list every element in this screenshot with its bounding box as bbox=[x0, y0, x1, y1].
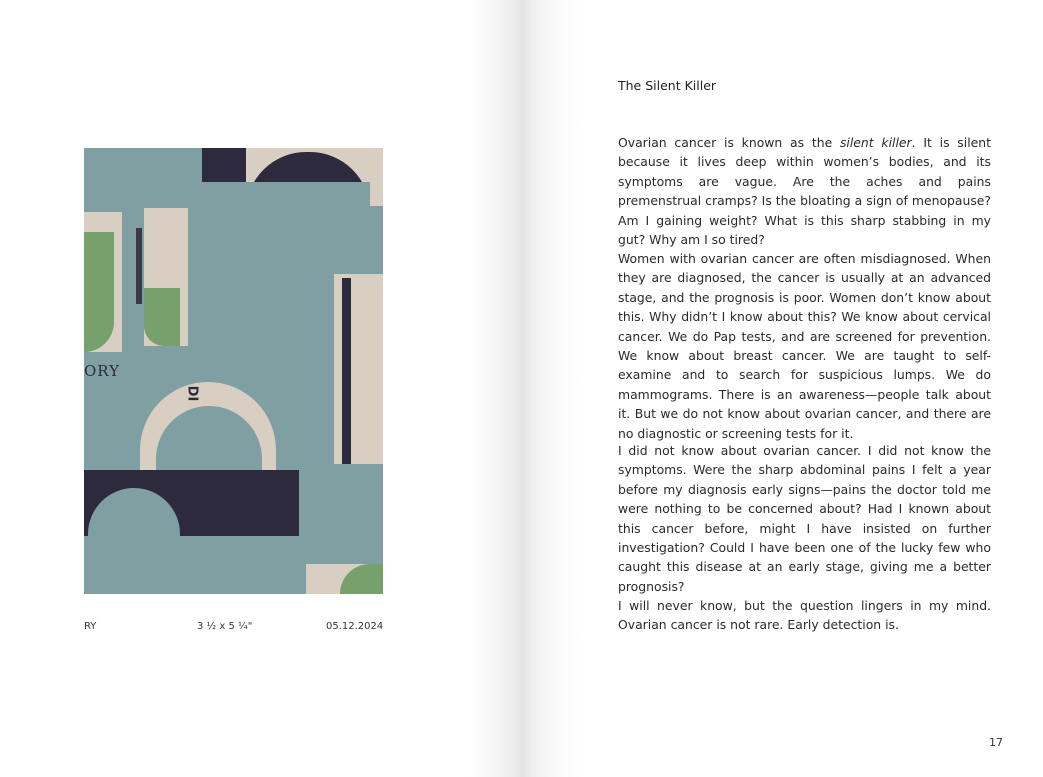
left-page bbox=[0, 0, 521, 777]
page-title: The Silent Killer bbox=[618, 78, 717, 93]
artwork-fragment-text: ORY bbox=[84, 362, 121, 380]
blue-lower-arch bbox=[88, 488, 180, 594]
blue-mask-top bbox=[246, 182, 383, 222]
paragraph-1-emphasis: silent killer bbox=[839, 135, 912, 150]
arch-fragment-text: DI bbox=[184, 385, 200, 402]
green-left-shape bbox=[84, 232, 114, 352]
paragraph-1 bbox=[618, 133, 991, 249]
paragraph-2: Women with ovarian cancer are often misdiagnosed. When they are diagnosed, the cancer is usually at an advanced stage, and the prognosis is poor. Women don’t know about this. Why didn’t I know about this? We know about cervical cancer. We do Pap tests, and are screened for prevention. We know about breast cancer. We are taught to self-examine and to search for suspicious lumps. We do mammograms. There is an awareness—people talk about it. But we do not know about ovarian cancer, and there are no diagnostic or screening tests for it. bbox=[618, 251, 991, 441]
navy-right-bar bbox=[342, 278, 351, 464]
beige-strip-right bbox=[370, 148, 383, 206]
artwork-size: 3 ½ x 5 ¼" bbox=[197, 621, 253, 632]
artwork-initials: RY bbox=[84, 621, 97, 632]
green-center-shape bbox=[144, 288, 180, 346]
page-number: 17 bbox=[989, 736, 1003, 749]
artwork-date: 05.12.2024 bbox=[326, 621, 384, 632]
paragraph-1-start: Ovarian cancer is known as the bbox=[618, 135, 840, 150]
collage-artwork bbox=[84, 148, 383, 594]
navy-top-block bbox=[202, 148, 248, 182]
navy-letter-bar bbox=[136, 228, 142, 304]
paragraph-3: I did not know about ovarian cancer. I did not know the symptoms. Were the sharp abdominal pains I felt a year before my diagnosis early signs—pains the doctor told me were nothing to be concerned about? Had I known about this cancer before, might I have insisted on further investigation? Could I have been one of the lucky few who caught this disease at an early stage, giving me a better prognosis? bbox=[618, 443, 991, 594]
paragraph-1-end: . It is silent because it lives deep within women’s bodies, and its symptoms are vague. Are the aches and pains premenstrual cramps? Is the bloating a sign of menopause? Am I gaining weight? What is this sharp stabbing in my gut? Why am I so tired? bbox=[618, 135, 991, 248]
paragraph-4: I will never know, but the question lingers in my mind. Ovarian cancer is not rare. Early detection is. bbox=[618, 598, 991, 633]
